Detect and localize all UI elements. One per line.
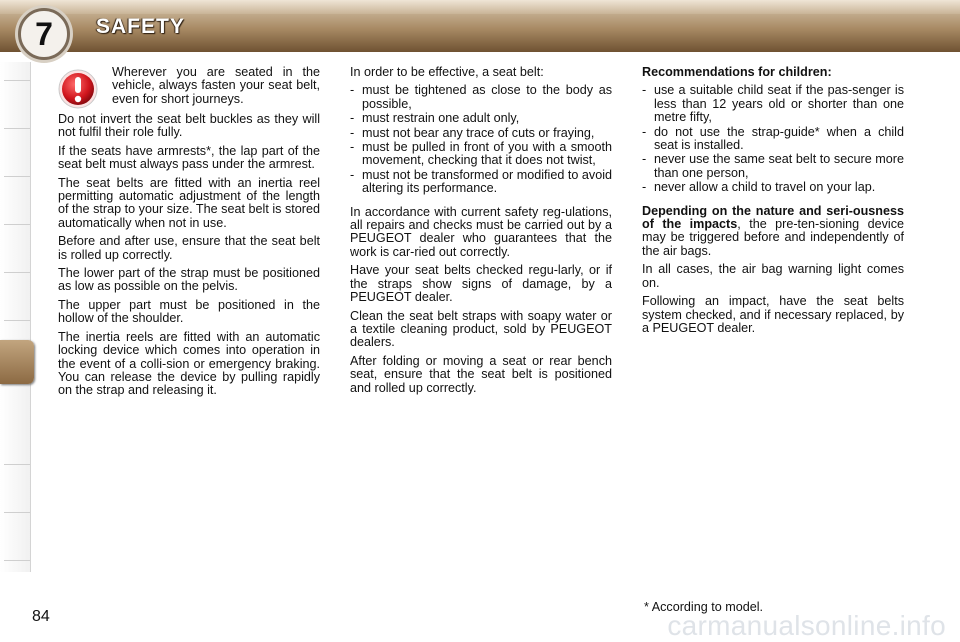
list-item: - must not bear any trace of cuts or fraying, xyxy=(350,127,612,140)
tab-divider xyxy=(4,512,30,513)
requirements-list xyxy=(350,84,612,195)
list-item: - never use the same seat belt to secure more than one person, xyxy=(642,153,904,180)
list-item: - must be pulled in front of you with a smooth movement, checking that it does not twist, xyxy=(350,141,612,168)
chapter-tab-active[interactable] xyxy=(0,340,34,384)
list-item: - do not use the strap-guide* when a child seat is installed. xyxy=(642,126,904,153)
paragraph: Before and after use, ensure that the seat belt is rolled up correctly. xyxy=(58,234,320,262)
paragraph: The lower part of the strap must be positioned as low as possible on the pelvis. xyxy=(58,266,320,294)
paragraph: In accordance with current safety reg-ulations, all repairs and checks must be carried out by a PEUGEOT dealer who guarantees that the work is car-ried out correctly. xyxy=(350,204,612,259)
exclamation-warning-icon xyxy=(58,69,98,109)
paragraph: If the seats have armrests*, the lap part of the seat belt must always pass under the armrest. xyxy=(58,143,320,172)
paragraph: Have your seat belts checked regu-larly, or if the straps show signs of damage, by a PEUGEOT dealer. xyxy=(350,263,612,305)
paragraph: Do not invert the seat belt buckles as they will not fulfil their role fully. xyxy=(58,112,320,140)
column-2 xyxy=(350,66,612,400)
tab-divider xyxy=(4,560,30,561)
paragraph: The seat belts are fitted with an inertia reel permitting automatic adjustment of the length of the strap to your size. The seat belt is stored automatically when not in use. xyxy=(58,175,320,230)
tab-divider xyxy=(4,224,30,225)
paragraph: The inertia reels are fitted with an automatic locking device which comes into operation in the event of a colli-sion or emergency braking. You can release the device by pulling rapidly on the strap and releasing it. xyxy=(58,329,320,398)
impact-text: , the pre-ten-sioning device may be triggered before and independently of the air bags. xyxy=(642,217,904,258)
header-highlight xyxy=(0,0,960,14)
children-recommendations-list xyxy=(642,84,904,194)
column-3 xyxy=(642,66,904,340)
list-lead: In order to be effective, a seat belt: xyxy=(350,65,544,79)
paragraph: After folding or moving a seat or rear bench seat, ensure that the seat belt is positioned and rolled up correctly. xyxy=(350,353,612,395)
tab-divider xyxy=(4,320,30,321)
section-heading: Recommendations for children: xyxy=(642,65,832,79)
watermark: carmanualsonline.info xyxy=(667,610,946,641)
warning-intro: Wherever you are seated in the vehicle, always fasten your seat belt, even for short journeys. xyxy=(112,65,320,106)
list-item: - use a suitable child seat if the pas-senger is less than 12 years old or shorter than one metre fifty, xyxy=(642,84,904,124)
tab-divider xyxy=(4,128,30,129)
list-item: - must be tightened as close to the body as possible, xyxy=(350,84,612,111)
tab-divider xyxy=(4,80,30,81)
paragraph: Following an impact, have the seat belts system checked, and if necessary replaced, by a PEUGEOT dealer. xyxy=(642,294,904,335)
paragraph: The upper part must be positioned in the hollow of the shoulder. xyxy=(58,297,320,326)
column-1 xyxy=(58,66,320,403)
tab-divider xyxy=(4,176,30,177)
impact-bold-text: Depending on the nature and seri-ousness of the impacts xyxy=(642,203,904,232)
list-item: - never allow a child to travel on your lap. xyxy=(642,181,904,194)
paragraph: Clean the seat belt straps with soapy water or a textile cleaning product, sold by PEUGEOT dealers. xyxy=(350,308,612,350)
chapter-title: SAFETY xyxy=(96,15,185,38)
page-number: 84 xyxy=(32,608,50,625)
list-item: - must restrain one adult only, xyxy=(350,112,612,125)
tab-divider xyxy=(4,464,30,465)
list-item: - must not be transformed or modified to avoid altering its performance. xyxy=(350,169,612,196)
impact-paragraph xyxy=(642,205,904,259)
paragraph: In all cases, the air bag warning light comes on. xyxy=(642,262,904,290)
footnote: * According to model. xyxy=(644,600,764,614)
chapter-tabs xyxy=(0,62,31,572)
chapter-number-badge: 7 xyxy=(18,8,70,60)
tab-divider xyxy=(4,272,30,273)
